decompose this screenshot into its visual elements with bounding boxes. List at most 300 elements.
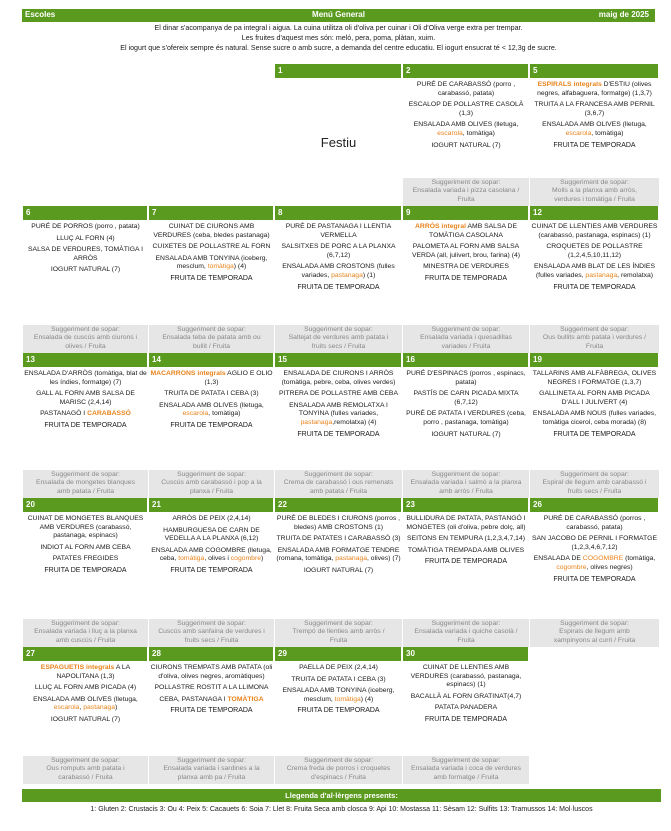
dish-text: ENSALADA AMB OLIVES (lletuga, — [159, 401, 264, 409]
dish — [276, 687, 401, 704]
day-cell — [274, 498, 402, 647]
suggestion-text: Fruita — [585, 342, 604, 350]
dish-text: POLLASTRE ROSTIT A LA LLIMONA — [154, 684, 269, 692]
dish-text: PURÉ DE PATATA I VERDURES (ceba, porro , pastanaga, tomàtiga) — [406, 410, 526, 426]
fruit-dessert: FRUITA DE TEMPORADA — [170, 566, 253, 574]
holiday-label: Festiu — [320, 134, 357, 150]
highlight-ingredient: tomàtiga — [178, 555, 205, 563]
fruit-dessert: FRUITA DE TEMPORADA — [297, 707, 380, 715]
dinner-suggestion — [275, 756, 402, 784]
dish-text: (tomàtiga, — [623, 555, 656, 563]
fruit-dessert: FRUITA DE TEMPORADA — [297, 430, 380, 438]
dish-text: PATATA PANADERA — [434, 704, 498, 712]
suggestion-text: verdures i tomàtiga / Fruita — [554, 195, 635, 203]
dish — [531, 263, 658, 280]
dish — [531, 370, 658, 387]
fruit-dessert: FRUITA DE TEMPORADA — [553, 430, 636, 438]
dish-text: CUINAT DE LLENTIES AMB VERDURES (carabassó, pastanaga, espinacs) (1) — [531, 223, 658, 239]
dish-text: , olives) (7) — [367, 555, 401, 563]
dish-text: PITRERA DE POLLASTRE AMB CEBA — [279, 390, 398, 398]
dish-text: CROQUETES DE POLLASTRE (1,2,4,5,10,11,12) — [546, 243, 643, 259]
day-cell — [402, 498, 529, 647]
suggestion-text: amb arròs / Fruita — [439, 487, 493, 495]
highlight-ingredient: pastanaga — [300, 418, 333, 426]
dish-text: ) — [261, 555, 264, 563]
highlight-ingredient: escarola — [565, 129, 592, 137]
dish-text: ENSALADA AMB FORMATGE TENDRE (romana, tomàtiga, — [276, 546, 400, 563]
dish — [150, 684, 273, 693]
dish-text: INDIOT AL FORN AMB CEBA — [40, 543, 131, 551]
day-number: 19 — [530, 353, 658, 367]
suggestion-text: Molls a la planxa amb arròs, — [552, 187, 637, 195]
dish-text: TRUITA DE PATATA I CEBA (3) — [291, 675, 386, 683]
dish-text: ENSALADA AMB REMOLATXA I TONYINA (fulles variades, — [289, 401, 388, 418]
day-cell — [274, 353, 402, 498]
dish — [150, 255, 273, 272]
dish — [24, 235, 147, 244]
fruit-dessert: FRUITA DE TEMPORADA — [553, 283, 636, 291]
dish-text: TALLARINS AMB ALFÀBREGA, OLIVES NEGRES I FORMATGE (1,3,7) — [532, 370, 657, 386]
day-number: 28 — [149, 647, 273, 661]
suggestion-text: Ensalada variada i salmó a la planxa — [410, 479, 522, 487]
day-cell — [402, 647, 529, 784]
dish — [24, 515, 147, 541]
dish — [276, 370, 401, 387]
suggestion-label: Suggeriment de sopar: — [51, 619, 120, 627]
suggestion-text: amb formatge / Fruita — [433, 773, 499, 781]
allergen-legend-items: 1: Gluten 2: Crustacis 3: Ou 4: Peix 5: Cacauets 6: Soia 7: Llet 8: Fruita Seca amb closca 9: Api 10: Mostassa 11: Sèsam 12: Sulfits 13: Tramussos 14: Mol·luscos — [90, 806, 593, 813]
suggestion-label: Suggeriment de sopar: — [51, 756, 120, 764]
fruit-dessert: FRUITA DE TEMPORADA — [553, 575, 636, 583]
dish — [276, 535, 401, 544]
highlight-ingredient: escarola — [437, 129, 463, 137]
suggestion-text: Cuscús amb sanfaina de verdures i — [158, 628, 265, 636]
day-cell — [148, 206, 274, 353]
suggestion-text: Fruita — [329, 636, 348, 644]
day-number: 14 — [149, 353, 273, 367]
day-cell — [22, 206, 148, 353]
highlight-ingredient: MACARRONS integrals — [150, 370, 226, 377]
highlight-ingredient: escarola — [53, 704, 80, 712]
dish — [24, 410, 147, 419]
day-number: 9 — [403, 206, 528, 220]
dish-text: CIURONS TREMPATS AMB PATATA (oli d'oliva, olives negres, aromàtiques) — [150, 664, 273, 680]
header-month: maig de 2025 — [598, 10, 649, 19]
dish-text: TRUITA A LA FRANCESA AMB PERNIL (3,6,7) — [534, 101, 655, 117]
highlight-ingredient: ARRÒS integral — [415, 223, 466, 230]
dish-text: PASTANAGÓ I — [40, 410, 88, 418]
header-bar — [22, 9, 655, 22]
dish — [531, 121, 658, 138]
day-cell — [22, 64, 148, 206]
highlight-ingredient: ESPIRALS integrals — [537, 81, 602, 88]
fruit-dessert: FRUITA DE TEMPORADA — [170, 421, 253, 429]
suggestion-text: Cuscús amb carabassó i pop a la — [161, 479, 262, 487]
fruit-dessert: FRUITA DE TEMPORADA — [424, 558, 508, 566]
dish-text: , tomàtiga) — [591, 129, 624, 137]
dish-text: PATATES FREGIDES — [52, 555, 119, 563]
suggestion-text: Crema de carabassó i ous remenats — [283, 479, 394, 487]
dish — [276, 390, 401, 399]
suggestion-text: Saltejat de verdures amb patata i — [288, 334, 389, 342]
day-number: 26 — [530, 498, 658, 512]
fruit-dessert: FRUITA DE TEMPORADA — [297, 283, 380, 291]
dish-text: LLUÇ AL FORN (4) — [56, 234, 115, 242]
highlight-ingredient: tomàtiga — [334, 695, 361, 703]
dish-text: ENSALADA AMB NOUS (fulles variades, tomàtiga cicerol, ceba morada) (8) — [532, 410, 657, 426]
dish-text: ENSALADA AMB OLIVES (lletuga, — [542, 121, 647, 129]
dinner-suggestion — [530, 619, 659, 647]
suggestion-text: d'espinacs / Fruita — [311, 773, 366, 781]
fruit-dessert: FRUITA DE TEMPORADA — [170, 707, 253, 715]
dinner-suggestion — [23, 619, 148, 647]
day-number: 1 — [275, 64, 401, 78]
dish-text: TRUITA DE PATATES I CARABASSÓ (3) — [276, 535, 401, 543]
suggestion-text: olives / Fruita — [65, 342, 106, 350]
dish — [531, 101, 658, 118]
dish-text: LLUÇ AL FORN AMB PICADA (4) — [34, 684, 137, 692]
suggestion-text: bullit / Fruita — [192, 342, 231, 350]
dish — [404, 223, 528, 240]
dish-text: SEITONS EN TEMPURA (1,2,3,4,7,14) — [407, 535, 525, 543]
day-cell — [22, 353, 148, 498]
suggestion-label: Suggeriment de sopar: — [177, 470, 246, 478]
header-title: Menú General — [312, 10, 365, 19]
day-cell — [148, 353, 274, 498]
day-cell — [22, 498, 148, 647]
dish — [404, 693, 528, 702]
intro-line: El dinar s'acompanya de pa integral i aigua. La cuina utilitza oli d'oliva per cuinar i Oli d'Oliva verge extra per trempar. — [154, 24, 523, 32]
day-number: 15 — [275, 353, 401, 367]
dish-text: , olives negres) — [586, 563, 633, 571]
dish — [150, 402, 273, 419]
suggestion-text: Trempó de llenties amb arròs / — [292, 628, 385, 636]
suggestion-label: Suggeriment de sopar: — [177, 619, 246, 627]
day-number: 5 — [530, 64, 658, 78]
day-number: 6 — [23, 206, 147, 220]
highlight-ingredient: cogombre — [556, 563, 587, 571]
suggestion-label: Suggeriment de sopar: — [431, 178, 501, 186]
dish-text: ,remolatxa) (4) — [332, 418, 377, 426]
dish — [276, 515, 401, 532]
suggestion-text: Espirals de llegum amb — [559, 628, 630, 636]
dish — [531, 515, 658, 532]
dinner-suggestion — [149, 619, 274, 647]
dish-text: ESCALOP DE POLLASTRE CASOLÀ (1,3) — [408, 101, 524, 117]
day-number: 7 — [149, 206, 273, 220]
dish-text: TOMÀTIGA TREMPADA AMB OLIVES — [407, 546, 525, 554]
highlight-ingredient: tomàtiga — [207, 263, 234, 271]
highlight-ingredient: pastanaga — [83, 704, 115, 712]
dinner-suggestion — [23, 756, 148, 784]
allergen-legend-title: Llegenda d'al·lèrgens presents: — [22, 789, 661, 802]
dish — [24, 390, 147, 407]
day-cell — [274, 647, 402, 784]
dinner-suggestion — [403, 619, 529, 647]
dinner-suggestion — [275, 470, 402, 498]
suggestion-label: Suggeriment de sopar: — [431, 470, 501, 478]
dish — [150, 515, 273, 524]
dinner-suggestion — [149, 756, 274, 784]
highlight-ingredient: COGOMBRE — [582, 555, 624, 563]
dish — [24, 266, 147, 275]
dish — [24, 684, 147, 693]
dish-text: ) — [114, 704, 118, 712]
dish-text: ARRÒS DE PEIX (2,4,14) — [172, 515, 251, 522]
suggestion-text: carabassó / Fruita — [58, 773, 113, 781]
dish — [150, 223, 273, 240]
dish-text: ENSALADA AMB BLAT DE LES ÍNDIES (fulles variades, — [533, 263, 655, 279]
dish-text: IOGURT NATURAL (7) — [431, 141, 501, 149]
dish-text: CUIXETES DE POLLASTRE AL FORN — [152, 243, 271, 251]
suggestion-label: Suggeriment de sopar: — [177, 756, 246, 764]
highlight-ingredient: ESPAGUETIS integrals — [40, 664, 115, 671]
suggestion-label: Suggeriment de sopar: — [304, 325, 373, 333]
dish-text: , — [79, 704, 84, 712]
suggestion-label: Suggeriment de sopar: — [304, 619, 373, 627]
suggestion-label: Suggeriment de sopar: — [560, 178, 629, 186]
day-cell — [529, 206, 659, 353]
dish-text: PURÉ D'ESPINACS (porros , espinacs, patata) — [406, 370, 526, 386]
dish-text: ENSALADA AMB OLIVES (lletuga, — [33, 695, 138, 703]
dish — [404, 535, 528, 544]
dish-text: ENSALADA AMB TONYINA (iceberg, mesclum, — [155, 254, 268, 271]
suggestion-label: Suggeriment de sopar: — [431, 619, 501, 627]
dinner-suggestion — [275, 619, 402, 647]
day-number: 30 — [403, 647, 528, 661]
dish — [276, 223, 401, 240]
suggestion-text: amb cuscús / Fruita — [55, 636, 116, 644]
dish — [404, 410, 528, 427]
dish-text: PURÉ DE CARABASSÓ (porros , carabassó, patata) — [543, 515, 646, 531]
dish-text: AMB SALSA DE TOMÀTIGA CASOLANA — [429, 223, 517, 239]
dish — [404, 547, 528, 556]
intro-line: Les fruites d'aquest mes són: meló, pera, poma, plàtan, xuim. — [241, 34, 436, 42]
dinner-suggestion — [149, 325, 274, 353]
day-cell — [529, 498, 659, 647]
dish-text: IOGURT NATURAL (7) — [303, 566, 374, 574]
dish — [276, 243, 401, 260]
suggestion-label: Suggeriment de sopar: — [304, 470, 373, 478]
day-cell — [274, 64, 402, 206]
dish — [404, 370, 528, 387]
dish-text: GALL AL FORN AMB SALSA DE MARISC (2,4,14) — [36, 390, 135, 406]
intro-line: El iogurt que s'ofereix sempre és natural. Sense sucre o amb sucre, a demanda del centre educatiu. El iogurt ensucrat té < 12,3g de sucre. — [120, 44, 557, 52]
dish-text: GALLINETA AL FORN AMB PICADA D'ALL I JULIVERT (4) — [539, 390, 650, 406]
suggestion-text: Ensalada variada i pizza casolana / Fruita — [412, 187, 520, 203]
dish-text: ) (4) — [233, 263, 247, 271]
day-cell — [402, 353, 529, 498]
suggestion-text: Ensalada de cuscús amb ciurons i — [33, 334, 138, 342]
dish — [531, 223, 658, 240]
day-number: 13 — [23, 353, 147, 367]
day-cell — [148, 498, 274, 647]
dish-text: PURÉ DE BLEDES I CIURONS (porros , bledes) AMB CROSTONS (1) — [276, 515, 401, 531]
dish-text: PURÉ DE PORROS (porro , patata) — [31, 223, 140, 230]
dish-text: PALOMETA AL FORN AMB SALSA VERDA (all, julivert, brou, farina) (4) — [411, 243, 521, 259]
dish — [150, 243, 273, 252]
dish — [404, 263, 528, 272]
dish — [404, 121, 528, 138]
fruit-dessert: FRUITA DE TEMPORADA — [170, 274, 253, 282]
dish — [24, 246, 147, 263]
highlight-ingredient: TOMÀTIGA — [227, 695, 264, 703]
dish-text: D'ESTIU (olives negres, alfabaguera, formatge) (1,3,7) — [537, 81, 652, 97]
dish-text: TRUITA DE PATATA I CEBA (3) — [164, 390, 259, 398]
dish — [24, 544, 147, 553]
dish-text: SALSITXES DE PORC A LA PLANXA (6,7,12) — [281, 243, 396, 259]
dish — [276, 567, 401, 576]
suggestion-text: Crema freda de porros i croquetes — [286, 765, 391, 773]
fruit-dessert: FRUITA DE TEMPORADA — [553, 141, 636, 149]
dish-text: , tomàtiga) — [462, 129, 495, 137]
day-number: 29 — [275, 647, 401, 661]
dish-text: CUINAT DE LLENTIES AMB VERDURES (carabassó, pastanaga, espinacs) (1) — [410, 664, 522, 689]
suggestion-text: amb patata / Fruita — [56, 487, 115, 495]
dish-text: IOGURT NATURAL (7) — [431, 430, 501, 438]
dish — [404, 664, 528, 690]
dinner-suggestion — [23, 470, 148, 498]
day-number: 20 — [23, 498, 147, 512]
fruit-dessert: FRUITA DE TEMPORADA — [424, 715, 508, 723]
dish — [24, 716, 147, 725]
dish — [404, 515, 528, 532]
suggestion-label: Suggeriment de sopar: — [51, 470, 120, 478]
highlight-ingredient: pastanaga — [331, 271, 363, 279]
day-number: 22 — [275, 498, 401, 512]
dish-text: ENSALADA DE CIURONS I ARRÒS (tomàtiga, pebre, ceba, olives verdes) — [281, 370, 396, 386]
dish — [531, 243, 658, 260]
dish-text: , remolatxa) — [617, 271, 654, 279]
dish-text: , tomàtiga) — [208, 410, 241, 418]
day-cell — [148, 647, 274, 784]
intro-notes — [22, 23, 655, 53]
dish — [276, 664, 401, 673]
dish-text: ENSALADA D'ARRÒS (tomàtiga, blat de les índies, formatge) (7) — [24, 370, 147, 386]
dish-text: ) (4) — [360, 695, 374, 703]
dish — [150, 527, 273, 544]
dish-text: A LA NAPOLITANA (1,3) — [56, 664, 131, 680]
suggestion-label: Suggeriment de sopar: — [560, 619, 629, 627]
day-number: 12 — [530, 206, 658, 220]
dinner-suggestion — [403, 178, 529, 206]
suggestion-text: planxa / Fruita — [189, 487, 234, 495]
menu-calendar — [22, 64, 661, 786]
suggestion-text: Fruita — [457, 636, 475, 644]
dinner-suggestion — [530, 325, 659, 353]
dish — [276, 547, 401, 564]
dish-text: IOGURT NATURAL (7) — [50, 266, 121, 274]
suggestion-text: Ous bullits amb patata i verdures / — [542, 334, 647, 342]
day-number: 21 — [149, 498, 273, 512]
dish-text: IOGURT NATURAL (7) — [50, 715, 121, 723]
day-number: 23 — [403, 498, 528, 512]
dish-text: PURÉ DE CARABASSÓ (porro , carabassó, patata) — [416, 81, 516, 97]
day-number: 8 — [275, 206, 401, 220]
suggestion-text: Ensalada variada i quesadillas — [420, 334, 512, 342]
dish — [531, 555, 658, 572]
suggestion-text: variades / Fruita — [441, 342, 491, 350]
dish-text: ) (1) — [362, 271, 376, 279]
dinner-suggestion — [403, 470, 529, 498]
dish — [404, 390, 528, 407]
suggestion-text: Ous romputs amb patata i — [46, 765, 125, 773]
day-cell — [274, 206, 402, 353]
suggestion-text: fruits secs / Fruita — [567, 487, 622, 495]
dish-text: CUINAT DE CIURONS AMB VERDURES (ceba, bledes pastanaga) — [153, 223, 270, 239]
dish-text: CUINAT DE MONGETES BLANQUES AMB VERDURES (carabassó, pastanaga, espinacs) — [27, 515, 144, 540]
highlight-ingredient: cogombre — [230, 555, 261, 563]
day-cell — [529, 353, 659, 498]
suggestion-label: Suggeriment de sopar: — [560, 470, 629, 478]
suggestion-label: Suggeriment de sopar: — [304, 756, 373, 764]
day-cell — [402, 206, 529, 353]
dish-text: ENSALADA AMB TONYINA (iceberg, mesclum, — [282, 687, 395, 703]
dish — [150, 664, 273, 681]
dish — [24, 223, 147, 232]
suggestion-label: Suggeriment de sopar: — [431, 325, 501, 333]
dish-text: , olives i — [204, 555, 231, 563]
dish — [531, 390, 658, 407]
dish — [404, 81, 528, 98]
dish — [404, 431, 528, 440]
dish-text: MINESTRA DE VERDURES — [423, 263, 509, 271]
dish-text: AGLIO E OLIO (1,3) — [204, 370, 273, 386]
dinner-suggestion — [403, 325, 529, 353]
dish — [404, 704, 528, 713]
suggestion-text: fruits secs / Fruita — [184, 636, 239, 644]
dish — [531, 535, 658, 552]
highlight-ingredient: CARABASSÓ — [87, 410, 131, 418]
dish — [24, 664, 147, 681]
suggestion-text: Ensalada variada i sardines a la — [163, 765, 260, 773]
dinner-suggestion — [530, 470, 659, 498]
dish — [150, 547, 273, 564]
suggestion-text: Ensalada teba de patata amb ou — [162, 334, 261, 342]
dish — [150, 370, 273, 387]
suggestion-text: Ensalada variada i coca de verdures — [411, 765, 521, 773]
dish — [150, 696, 273, 705]
dish — [276, 402, 401, 428]
dish-text: PASTÍS DE CARN PICADA MIXTA (6,7,12) — [413, 390, 519, 406]
suggestion-label: Suggeriment de sopar: — [431, 756, 501, 764]
dish — [24, 555, 147, 564]
day-cell — [148, 64, 274, 206]
suggestion-text: planxa amb pa / Fruita — [177, 773, 246, 781]
suggestion-label: Suggeriment de sopar: — [560, 325, 629, 333]
dish-text: BULLIDURA DE PATATA, PASTANGÓ I MONGETES (oli d'oliva, pebre dolç, all) — [406, 515, 526, 531]
dish-text: SAN JACOBO DE PERNIL I FORMATGE (1,2,3,4,6,7,12) — [531, 535, 657, 551]
suggestion-text: Espiral de llegum amb carabassó i — [542, 479, 647, 487]
dish — [276, 676, 401, 685]
dish-text: CEBA, PASTANAGA I — [159, 695, 228, 703]
suggestion-label: Suggeriment de sopar: — [51, 325, 120, 333]
dish — [531, 410, 658, 427]
dish-text: SALSA DE VERDURES, TOMÀTIGA I ARRÒS — [28, 246, 143, 262]
dish-text: ENSALADA AMB CROSTONS (fulles variades, — [282, 263, 395, 279]
suggestion-text: Ensalada variada i quiche casolà / — [414, 628, 518, 636]
dish — [404, 101, 528, 118]
day-cell — [402, 64, 529, 206]
dish-text: PURÉ DE PASTANAGA I LLENTIA VERMELLA — [285, 223, 392, 239]
dish — [150, 390, 273, 399]
day-number: 2 — [403, 64, 528, 78]
dish — [531, 81, 658, 98]
dish-text: PAELLA DE PEIX (2,4,14) — [299, 664, 378, 671]
day-cell — [22, 647, 148, 784]
fruit-dessert: FRUITA DE TEMPORADA — [424, 274, 508, 282]
fruit-dessert: FRUITA DE TEMPORADA — [44, 566, 127, 574]
